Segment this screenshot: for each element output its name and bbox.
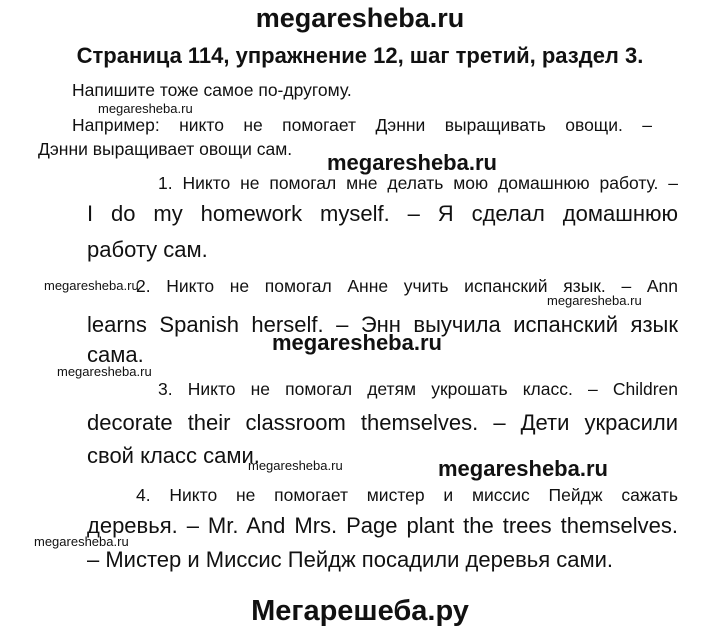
item-3-line-3: свой класс сами. xyxy=(87,443,260,468)
item-4-line-3: – Мистер и Миссис Пейдж посадили деревья сами. xyxy=(87,547,614,572)
watermark-big: megaresheba.ru xyxy=(438,456,608,481)
item-2-line-1: 2. Никто не помогал Анне учить испанский язык. – Ann xyxy=(136,276,678,296)
site-footer: Мегарешеба.ру xyxy=(251,595,469,627)
item-1-line-1: 1. Никто не помогал мне делать мою домашнюю работу. – xyxy=(158,173,678,193)
example-line-1: Например: никто не помогает Дэнни выращивать овощи. – xyxy=(72,115,652,135)
page-title: Страница 114, упражнение 12, шаг третий, раздел 3. xyxy=(76,43,644,68)
watermark-big: megaresheba.ru xyxy=(327,150,497,175)
watermark-small: megaresheba.ru xyxy=(98,101,193,116)
watermark-small: megaresheba.ru xyxy=(34,534,129,549)
item-1-line-2: I do my homework myself. – Я сделал домашнюю xyxy=(87,201,678,226)
item-2-line-3: сама. xyxy=(87,342,144,367)
item-2-line-2: learns Spanish herself. – Энн выучила испанский язык xyxy=(87,312,678,337)
watermark-small: megaresheba.ru xyxy=(248,458,343,473)
item-3-line-2: decorate their classroom themselves. – Дети украсили xyxy=(87,410,678,435)
item-3-line-1: 3. Никто не помогал детям укрошать класс. – Children xyxy=(158,379,678,399)
watermark-small: megaresheba.ru xyxy=(547,293,642,308)
instruction: Напишите тоже самое по-другому. xyxy=(72,80,352,100)
site-header: megaresheba.ru xyxy=(255,3,465,33)
example-line-2: Дэнни выращивает овощи сам. xyxy=(38,139,293,159)
watermark-big: megaresheba.ru xyxy=(272,330,442,355)
watermark-small: megaresheba.ru xyxy=(44,278,139,293)
item-4-line-1: 4. Никто не помогает мистер и миссис Пейдж сажать xyxy=(136,485,678,505)
item-1-line-3: работу сам. xyxy=(87,237,208,262)
item-4-line-2: деревья. – Mr. And Mrs. Page plant the trees themselves. xyxy=(87,513,678,538)
watermark-small: megaresheba.ru xyxy=(57,364,152,379)
